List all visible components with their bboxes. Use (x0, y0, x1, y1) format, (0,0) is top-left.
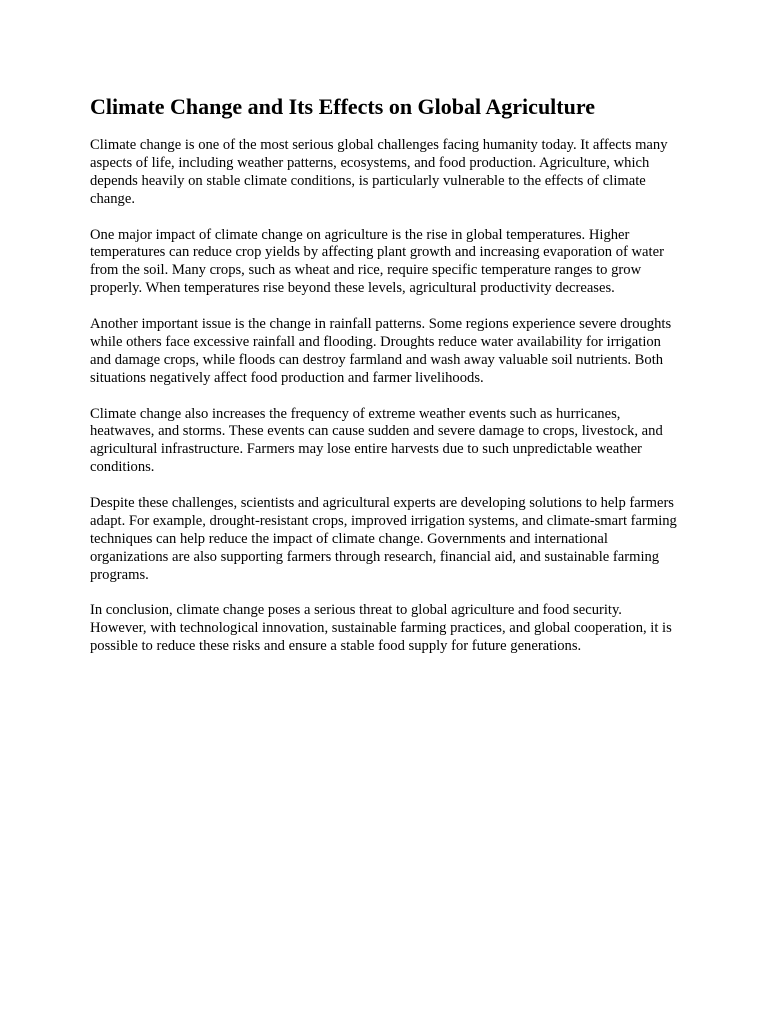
paragraph-conclusion: In conclusion, climate change poses a serious threat to global agriculture and food security. However, with technological innovation, sustainable farming practices, and global cooperation, it is possible to reduce these risks and ensure a stable food supply for future generations. (90, 602, 672, 655)
paragraph-rainfall: Another important issue is the change in rainfall patterns. Some regions experience severe droughts while others face excessive rainfall and flooding. Droughts reduce water availability for irrigation and damage crops, while floods can destroy farmland and wash away valuable soil nutrients. Both situations negatively affect food production and farmer livelihoods. (90, 316, 672, 386)
document-page (90, 93, 682, 674)
paragraph-introduction: Climate change is one of the most serious global challenges facing humanity today. It affects many aspects of life, including weather patterns, ecosystems, and food production. Agriculture, which depends heavily on stable climate conditions, is particularly vulnerable to the effects of climate change. (90, 137, 668, 207)
paragraph-extreme-weather: Climate change also increases the frequency of extreme weather events such as hurricanes, heatwaves, and storms. These events can cause sudden and severe damage to crops, livestock, and agricultural infrastructure. Farmers may lose entire harvests due to such unpredictable weather conditions. (90, 405, 663, 476)
paragraph-solutions: Despite these challenges, scientists and agricultural experts are developing solutions to help farmers adapt. For example, drought-resistant crops, improved irrigation systems, and climate-smart farming techniques can help reduce the impact of climate change. Governments and international organizations are also supporting farmers through research, financial aid, and sustainable farming programs. (90, 495, 677, 583)
paragraph-temperature: One major impact of climate change on agriculture is the rise in global temperatures. Higher temperatures can reduce crop yields by affecting plant growth and increasing evaporation of water from the soil. Many crops, such as wheat and rice, require specific temperature ranges to grow properly. When temperatures rise beyond these levels, agricultural productivity decreases. (90, 226, 664, 297)
document-title: Climate Change and Its Effects on Global Agriculture (90, 94, 595, 119)
